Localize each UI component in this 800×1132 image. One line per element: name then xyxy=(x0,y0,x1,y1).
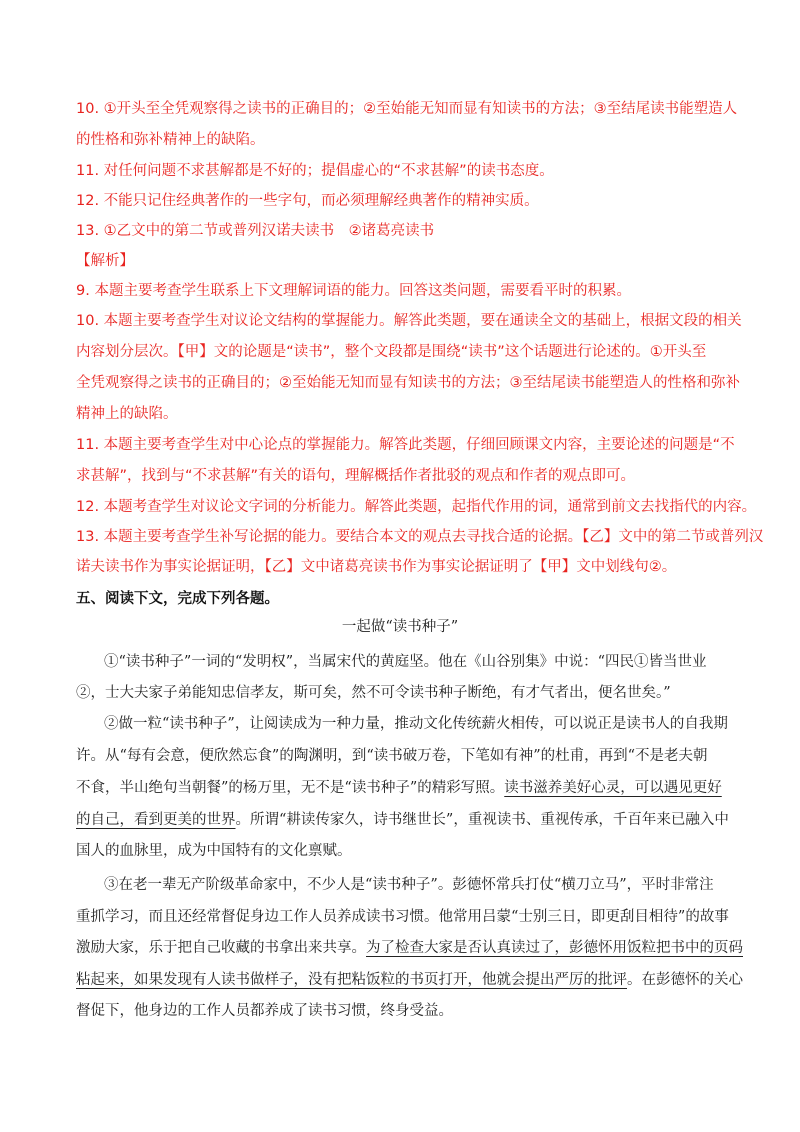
analysis-11-line-2: 求甚解”，找到与“不求甚解”有关的语句，理解概括作者批驳的观点和作者的观点即可。 xyxy=(76,468,636,484)
paragraph-3-line-2: 重抓学习，而且还经常督促身边工作人员养成读书习惯。他常用吕蒙“士别三日，即更刮目相待”的故事 xyxy=(76,909,729,925)
paragraph-2-line-3-text: 不食，半山绝句当朝餐”的杨万里，无不是“读书种子”的精彩写照。 xyxy=(76,780,505,796)
analysis-10-line-1: 10. 本题主要考查学生对议论文结构的掌握能力。解答此类题，要在通读全文的基础上，根据文段的相关 xyxy=(76,313,742,329)
analysis-heading: 【解析】 xyxy=(76,253,134,269)
paragraph-3-line-1: ③在老一辈无产阶级革命家中，不少人是“读书种子”。彭德怀常兵打仗“横刀立马”，平时非常注 xyxy=(104,877,714,893)
paragraph-2-line-2: 许。从“每有会意，便欣然忘食”的陶渊明，到“读书破万卷，下笔如有神”的杜甫，再到“不是老夫朝 xyxy=(76,748,708,764)
analysis-11-line-1: 11. 本题主要考查学生对中心论点的掌握能力。解答此类题，仔细回顾课文内容，主要论述的问题是“不 xyxy=(76,437,735,453)
paragraph-1-line-2: ②，士大夫家子弟能知忠信孝友，斯可矣，然不可令读书种子断绝，有才气者出，便名世矣。” xyxy=(76,685,671,701)
answer-13: 13. ①乙文中的第二节或普列汉诺夫读书 ②诸葛亮读书 xyxy=(76,223,435,239)
paragraph-2-line-1: ②做一粒“读书种子”，让阅读成为一种力量，推动文化传统薪火相传，可以说正是读书人的自我期 xyxy=(104,716,728,732)
analysis-13-line-2: 诺夫读书作为事实论据证明，【乙】文中诸葛亮读书作为事实论据证明了【甲】文中划线句②。 xyxy=(76,559,677,575)
analysis-12: 12. 本题考查学生对议论文字词的分析能力。解答此类题，起指代作用的词，通常到前文去找指代的内容。 xyxy=(76,499,757,515)
analysis-9: 9. 本题主要考查学生联系上下文理解词语的能力。回答这类问题，需要看平时的积累。 xyxy=(76,283,631,299)
paragraph-2-line-3 xyxy=(76,778,736,798)
paragraph-2-line-4-text: 。所谓“耕读传家久，诗书继世长”，重视读书、重视传承，千百年来已融入中 xyxy=(235,812,729,828)
paragraph-3-line-5: 督促下，他身边的工作人员都养成了读书习惯，终身受益。 xyxy=(76,1003,453,1019)
article-title: 一起做“读书种子” xyxy=(341,619,459,635)
paragraph-2-line-4 xyxy=(76,810,736,830)
paragraph-2-line-5: 国人的血脉里，成为中国特有的文化禀赋。 xyxy=(76,843,352,859)
answer-12: 12. 不能只记住经典著作的一些字句，而必须理解经典著作的精神实质。 xyxy=(76,193,539,209)
underlined-sentence-part-2: 的自己，看到更美的世界 xyxy=(76,812,236,828)
paragraph-1-line-1: ①“读书种子”一词的“发明权”，当属宋代的黄庭坚。他在《山谷别集》中说：“四民①皆当世业 xyxy=(104,654,707,670)
paragraph-3-line-4 xyxy=(76,970,743,990)
analysis-10-line-3: 全凭观察得之读书的正确目的；②至始能无知而显有知读书的方法；③至结尾读书能塑造人的性格和弥补 xyxy=(76,375,740,391)
analysis-10-line-4: 精神上的缺陷。 xyxy=(76,406,178,422)
underlined-sentence-part-4: 粘起来，如果发现有人读书做样子，没有把粘饭粒的书页打开，他就会提出严厉的批评 xyxy=(76,972,627,988)
answer-10-line-1: 10. ①开头至全凭观察得之读书的正确目的；②至始能无知而显有知读书的方法；③至结尾读书能塑造人 xyxy=(76,101,738,117)
paragraph-3-line-3-text: 激励大家，乐于把自己收藏的书拿出来共享。 xyxy=(76,940,366,956)
analysis-13-line-1: 13. 本题主要考查学生补写论据的能力。要结合本文的观点去寻找合适的论据。【乙】文中的第二节或普列汉 xyxy=(76,529,764,545)
answer-10-line-2: 的性格和弥补精神上的缺陷。 xyxy=(76,132,265,148)
analysis-10-line-2: 内容划分层次。【甲】文的论题是“读书”，整个文段都是围绕“读书”这个话题进行论述的。①开头至 xyxy=(76,344,707,360)
underlined-sentence-part-1: 读书滋养美好心灵，可以遇见更好 xyxy=(504,780,722,796)
paragraph-3-line-3 xyxy=(76,938,743,958)
answer-11: 11. 对任何问题不求甚解都是不好的；提倡虚心的“不求甚解”的读书态度。 xyxy=(76,163,554,179)
section-heading: 五、阅读下文，完成下列各题。 xyxy=(76,591,279,607)
underlined-sentence-part-3: 为了检查大家是否认真读过了，彭德怀用饭粒把书中的页码 xyxy=(366,940,743,956)
paragraph-3-line-4-text: 。在彭德怀的关心 xyxy=(627,972,743,988)
